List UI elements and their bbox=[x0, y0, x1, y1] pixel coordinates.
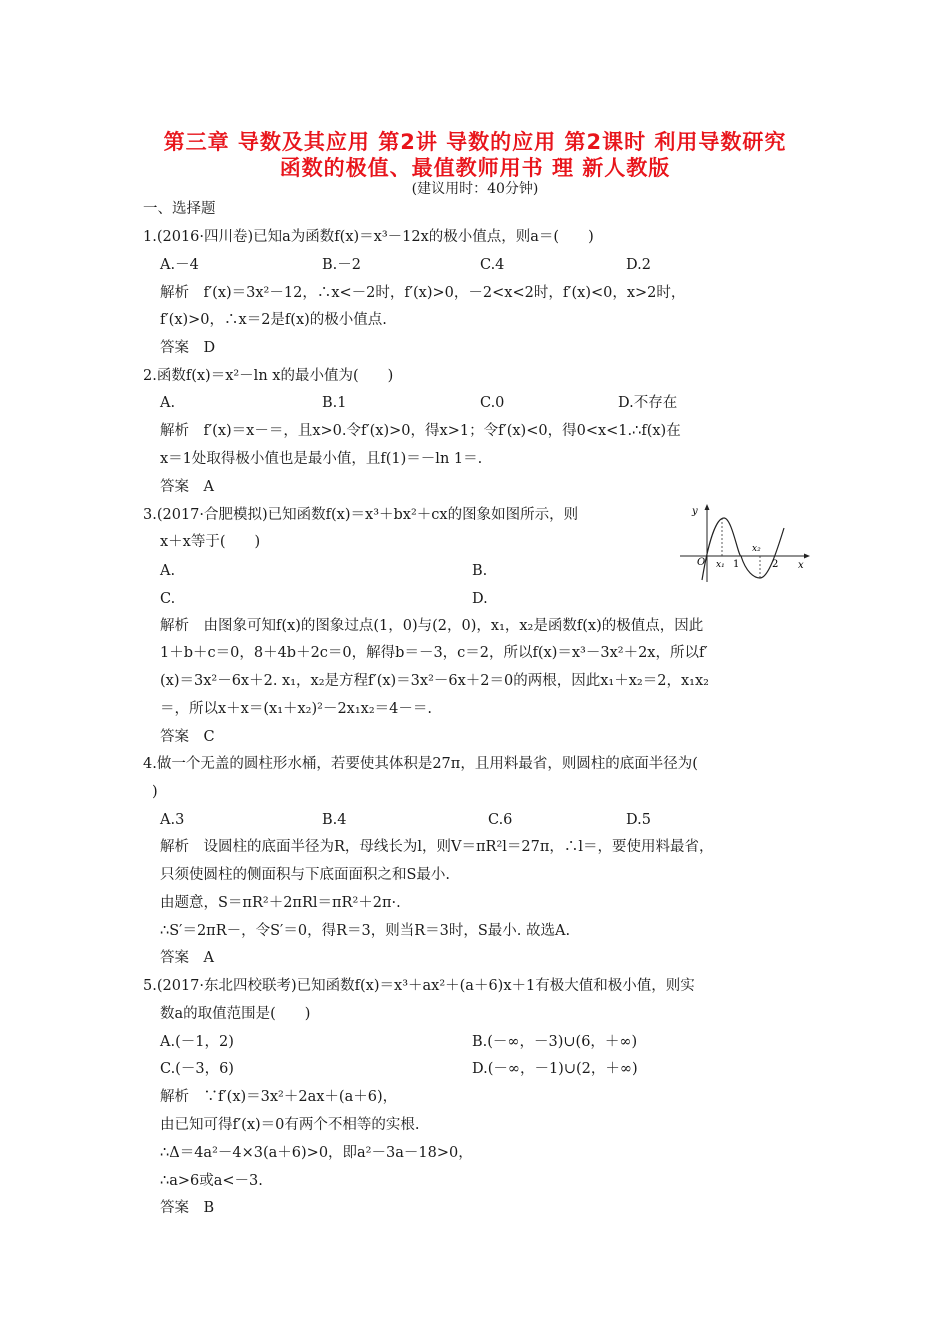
q1-option-d: D.2 bbox=[626, 257, 651, 273]
q4-option-d: D.5 bbox=[626, 812, 651, 828]
graph-label-two: 2 bbox=[772, 559, 779, 570]
q1-option-b: B.－2 bbox=[322, 257, 361, 273]
q2-analysis-line1: 解析 f′(x)＝x－＝，且x>0.令f′(x)>0，得x>1；令f′(x)<0，得0<x<1.∴f(x)在 bbox=[160, 423, 681, 439]
q5-option-b: B.(－∞，－3)∪(6，＋∞) bbox=[472, 1034, 638, 1050]
q1-option-a: A.－4 bbox=[160, 257, 199, 273]
graph-label-x2: x₂ bbox=[752, 544, 761, 554]
q1-option-c: C.4 bbox=[480, 257, 505, 273]
section-heading: 一、选择题 bbox=[143, 201, 216, 217]
q2-option-d: D.不存在 bbox=[618, 395, 678, 411]
q4-option-a: A.3 bbox=[160, 812, 185, 828]
q2-option-a: A. bbox=[160, 395, 176, 411]
q3-analysis-line1: 解析 由图象可知f(x)的图象过点(1，0)与(2，0)，x₁，x₂是函数f(x)的极值点，因此 bbox=[160, 618, 704, 634]
q5-analysis-line4: ∴a>6或a<－3. bbox=[160, 1173, 263, 1189]
q5-stem-line1: 5.(2017·东北四校联考)已知函数f(x)＝x³＋ax²＋(a＋6)x＋1有极大值和极小值，则实 bbox=[143, 978, 695, 994]
q1-analysis-line2: f′(x)>0，∴x＝2是f(x)的极小值点. bbox=[160, 312, 387, 328]
q3-option-b: B. bbox=[472, 563, 488, 579]
q4-analysis-line1: 解析 设圆柱的底面半径为R，母线长为l，则V＝πR²l＝27π，∴l＝，要使用料最省， bbox=[160, 839, 714, 855]
graph-label-origin: O bbox=[697, 557, 706, 568]
q5-option-c: C.(－3，6) bbox=[160, 1061, 234, 1077]
q2-stem: 2.函数f(x)＝x²－ln x的最小值为( ) bbox=[143, 368, 394, 384]
graph-label-y: y bbox=[692, 506, 698, 517]
q4-option-c: C.6 bbox=[488, 812, 513, 828]
q3-answer: 答案 C bbox=[160, 729, 215, 745]
q5-answer: 答案 B bbox=[160, 1200, 215, 1216]
q3-function-graph bbox=[680, 502, 810, 582]
q4-stem-line1: 4.做一个无盖的圆柱形水桶，若要使其体积是27π，且用料最省，则圆柱的底面半径为( bbox=[143, 756, 698, 772]
q1-stem: 1.(2016·四川卷)已知a为函数f(x)＝x³－12x的极小值点，则a＝( ) bbox=[143, 229, 594, 245]
q3-analysis-line2: 1＋b＋c＝0，8＋4b＋2c＝0，解得b＝－3，c＝2，所以f(x)＝x³－3x²＋2x，所以f′ bbox=[160, 645, 708, 661]
q5-analysis-line1: 解析 ∵f′(x)＝3x²＋2ax＋(a＋6)， bbox=[160, 1089, 398, 1105]
q3-stem-line2: x＋x等于( ) bbox=[160, 534, 261, 550]
q3-analysis-line4: ＝，所以x＋x＝(x₁＋x₂)²－2x₁x₂＝4－＝. bbox=[160, 701, 433, 717]
q4-option-b: B.4 bbox=[322, 812, 347, 828]
graph-curve bbox=[702, 518, 784, 580]
q3-option-c: C. bbox=[160, 591, 176, 607]
q5-option-a: A.(－1，2) bbox=[160, 1034, 234, 1050]
document-title-line1: 第三章 导数及其应用 第2讲 导数的应用 第2课时 利用导数研究 bbox=[163, 130, 787, 154]
q4-analysis-line4: ∴S′＝2πR－，令S′＝0，得R＝3，则当R＝3时，S最小. 故选A. bbox=[160, 923, 571, 939]
q3-option-d: D. bbox=[472, 591, 488, 607]
q5-option-d: D.(－∞，－1)∪(2，＋∞) bbox=[472, 1061, 638, 1077]
q2-option-c: C.0 bbox=[480, 395, 505, 411]
q5-analysis-line2: 由已知可得f′(x)＝0有两个不相等的实根. bbox=[160, 1117, 420, 1133]
graph-x-arrow bbox=[804, 554, 810, 559]
graph-y-arrow bbox=[705, 504, 710, 510]
suggested-time: (建议用时：40分钟) bbox=[411, 181, 539, 197]
q4-stem-line2: ) bbox=[152, 784, 158, 800]
q3-stem-line1: 3.(2017·合肥模拟)已知函数f(x)＝x³＋bx²＋cx的图象如图所示，则 bbox=[143, 507, 579, 523]
q4-analysis-line3: 由题意，S＝πR²＋2πRl＝πR²＋2π·. bbox=[160, 895, 401, 911]
graph-label-x: x bbox=[798, 560, 804, 571]
q2-option-b: B.1 bbox=[322, 395, 347, 411]
q5-analysis-line3: ∴Δ＝4a²－4×3(a＋6)>0，即a²－3a－18>0， bbox=[160, 1145, 473, 1161]
document-title-line2: 函数的极值、最值教师用书 理 新人教版 bbox=[279, 156, 671, 180]
q3-option-a: A. bbox=[160, 563, 176, 579]
q4-answer: 答案 A bbox=[160, 950, 214, 966]
q2-answer: 答案 A bbox=[160, 479, 214, 495]
q3-analysis-line3: (x)＝3x²－6x＋2. x₁，x₂是方程f′(x)＝3x²－6x＋2＝0的两根，因此x₁＋x₂＝2，x₁x₂ bbox=[160, 673, 709, 689]
q4-analysis-line2: 只须使圆柱的侧面积与下底面面积之和S最小. bbox=[160, 867, 451, 883]
q1-answer: 答案 D bbox=[160, 340, 216, 356]
graph-label-x1: x₁ bbox=[716, 560, 725, 570]
q2-analysis-line2: x＝1处取得极小值也是最小值，且f(1)＝－ln 1＝. bbox=[160, 451, 483, 467]
q1-analysis-line1: 解析 f′(x)＝3x²－12，∴x<－2时，f′(x)>0，－2<x<2时，f′(x)<0，x>2时， bbox=[160, 285, 686, 301]
graph-label-one: 1 bbox=[733, 559, 740, 570]
q5-stem-line2: 数a的取值范围是( ) bbox=[160, 1006, 311, 1022]
